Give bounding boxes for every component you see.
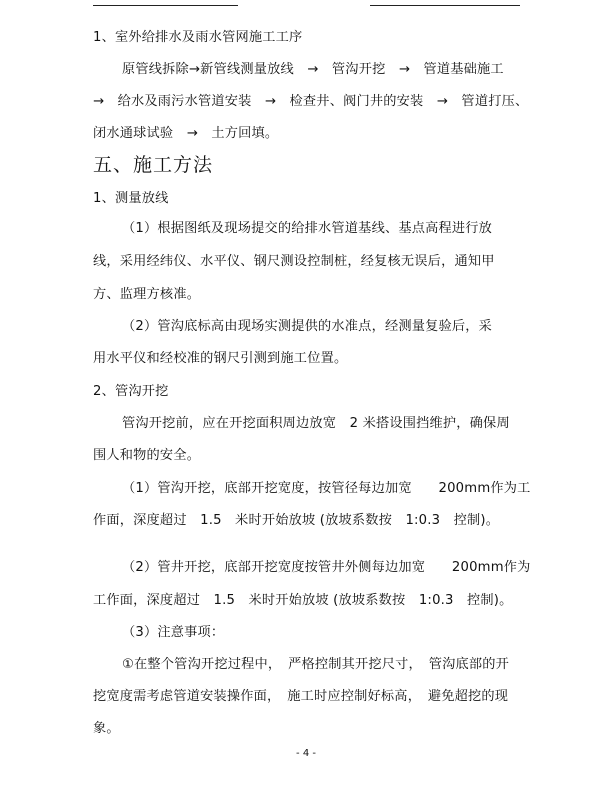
paragraph-line: 围人和物的安全。 [93, 448, 201, 463]
section-heading: 五、施工方法 [93, 154, 214, 176]
subsection-heading: 1、测量放线 [93, 191, 169, 206]
paragraph-line: 线，采用经纬仪、水平仪、钢尺测设控制桩，经复核无误后，通知甲 [93, 254, 495, 269]
paragraph-line: → 给水及雨污水管道安装 → 检查井、阀门井的安装 → 管道打压、 [93, 94, 529, 109]
paragraph-line: （1）根据图纸及现场提交的给排水管道基线、基点高程进行放 [122, 221, 493, 236]
subsection-heading: 2、管沟开挖 [93, 384, 169, 399]
paragraph-line: （2）管井开挖，底部开挖宽度按管井外侧每边加宽 200mm作为 [122, 560, 531, 575]
section-item-heading: 1、室外给排水及雨水管网施工工序 [93, 30, 303, 45]
paragraph-line: （3）注意事项： [122, 625, 225, 640]
paragraph-line: （2）管沟底标高由现场实测提供的水准点，经测量复验后，采 [122, 319, 493, 334]
header-rule-left [93, 5, 238, 6]
page-number: - 4 - [296, 748, 316, 759]
paragraph-line: 作面，深度超过 1.5 米时开始放坡 (放坡系数按 1:0.3 控制)。 [93, 513, 500, 528]
header-rule-right [370, 5, 520, 6]
paragraph-line: 原管线拆除→新管线测量放线 → 管沟开挖 → 管道基础施工 [122, 62, 504, 77]
paragraph-line: 方、监理方核准。 [93, 287, 201, 302]
paragraph-line: 用水平仪和经校准的钢尺引测到施工位置。 [93, 351, 348, 366]
paragraph-line: 管沟开挖前，应在开挖面积周边放宽 2 米搭设围挡维护，确保周 [122, 416, 510, 431]
paragraph-line: （1）管沟开挖，底部开挖宽度，按管径每边加宽 200mm作为工 [122, 481, 531, 496]
paragraph-line: 闭水通球试验 → 土方回填。 [93, 126, 279, 141]
paragraph-line: 工作面，深度超过 1.5 米时开始放坡 (放坡系数按 1:0.3 控制)。 [93, 593, 513, 608]
paragraph-line: 挖宽度需考虑管道安装操作面， 施工时应控制好标高， 避免超挖的现 [93, 689, 509, 704]
paragraph-line: ①在整个管沟开挖过程中， 严格控制其开挖尺寸， 管沟底部的开 [122, 657, 510, 672]
paragraph-line: 象。 [93, 721, 120, 736]
